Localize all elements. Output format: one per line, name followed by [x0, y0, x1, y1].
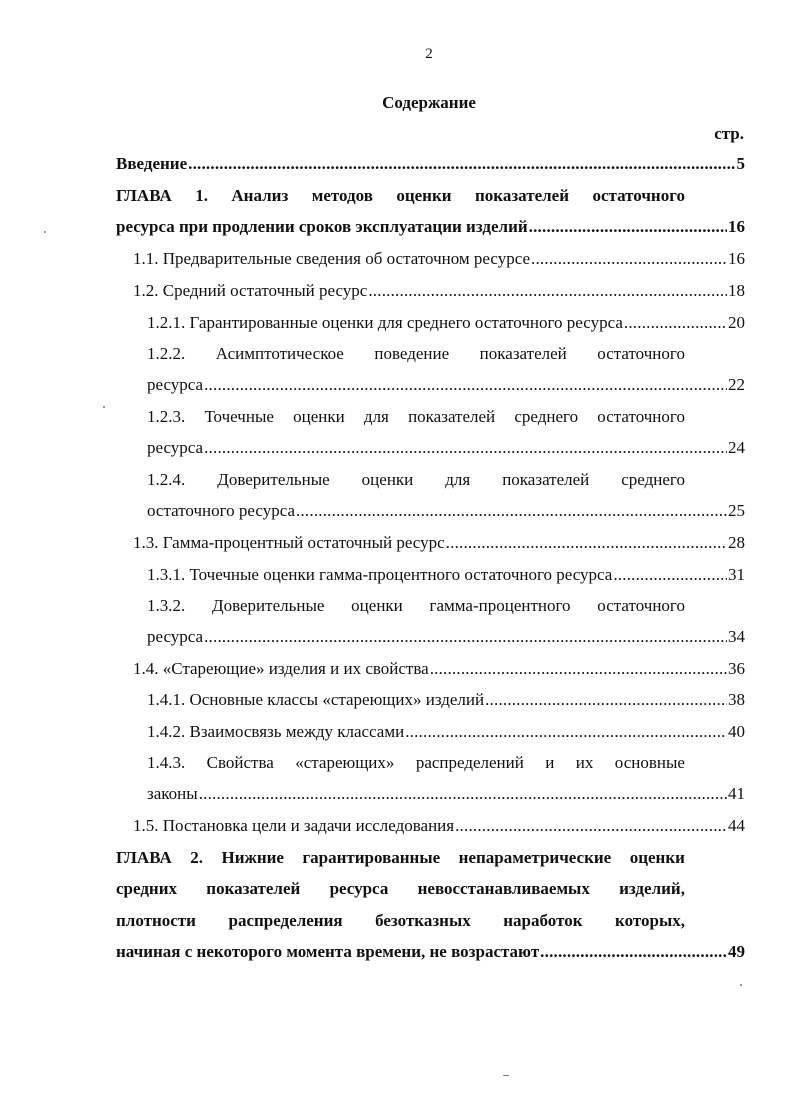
- toc-entry-page: 28: [728, 533, 745, 552]
- toc-entry-1-3-1[interactable]: [147, 564, 745, 586]
- toc-entry-page: 44: [728, 816, 745, 835]
- word: остаточного: [597, 596, 685, 615]
- toc-entry-page: 20: [728, 313, 745, 332]
- dot-leader: [430, 658, 727, 680]
- toc-entry-1-4-1[interactable]: [147, 689, 745, 711]
- word: распределений: [415, 753, 524, 772]
- scan-speck: [44, 231, 46, 233]
- dot-leader: [613, 564, 727, 586]
- word: показателей: [475, 186, 570, 205]
- dot-leader: [455, 815, 727, 837]
- word: оценки: [396, 186, 452, 205]
- page-number: 2: [425, 46, 433, 62]
- page-column-label: стр.: [714, 124, 744, 143]
- toc-entry-page: 38: [728, 690, 745, 709]
- word: методов: [311, 186, 373, 205]
- word: остаточного: [597, 407, 685, 426]
- toc-entry-label: 1.2. Средний остаточный ресурс: [133, 281, 368, 300]
- toc-entry-label: ресурса: [147, 375, 204, 394]
- toc-entry-label: 1.4. «Стареющие» изделия и их свойства: [133, 659, 429, 678]
- dot-leader: [446, 532, 727, 554]
- word: 1.2.4.: [147, 470, 186, 489]
- word: средних: [116, 879, 178, 898]
- word: среднего: [514, 407, 579, 426]
- dot-leader: [529, 216, 727, 238]
- word: гарантированные: [302, 848, 441, 867]
- toc-entry-label: 1.3.1. Точечные оценки гамма-процентного остаточного ресурса: [147, 565, 613, 584]
- toc-chapter-2-line1[interactable]: [116, 847, 685, 869]
- word: распределения: [228, 911, 343, 930]
- toc-entry-1-2-3-line2[interactable]: [147, 437, 745, 459]
- toc-entry-label: ресурса: [147, 627, 204, 646]
- dot-leader: [485, 689, 727, 711]
- toc-chapter-2-line4[interactable]: [116, 941, 745, 963]
- toc-entry-label: 1.4.1. Основные классы «стареющих» изделий: [147, 690, 485, 709]
- word: показателей: [479, 344, 567, 363]
- page-title: Содержание: [382, 93, 476, 112]
- toc-entry-1-2[interactable]: [133, 280, 745, 302]
- word: 1.: [195, 186, 208, 205]
- word: Доверительные: [217, 470, 330, 489]
- toc-entry-label: 1.4.2. Взаимосвязь между классами: [147, 722, 405, 741]
- toc-entry-page: 49: [728, 942, 745, 961]
- toc-entry-page: 5: [736, 154, 745, 173]
- toc-entry-label: Введение: [116, 154, 188, 173]
- dot-leader: [296, 500, 727, 522]
- toc-entry-page: 16: [728, 217, 745, 236]
- word: остаточного: [592, 186, 685, 205]
- word: ГЛАВА: [116, 186, 172, 205]
- toc-entry-1-4-2[interactable]: [147, 721, 745, 743]
- word: Точечные: [204, 407, 274, 426]
- word: остаточного: [597, 344, 685, 363]
- word: наработок: [503, 911, 583, 930]
- dot-leader: [204, 437, 727, 459]
- dot-leader: [368, 280, 727, 302]
- toc-entry-1-2-4-line1[interactable]: [147, 469, 685, 491]
- toc-entry-1-2-3-line1[interactable]: [147, 406, 685, 428]
- toc-entry-page: 22: [728, 375, 745, 394]
- toc-chapter-1-line1[interactable]: [116, 185, 685, 207]
- word: невосстанавливаемых: [417, 879, 590, 898]
- word: для: [445, 470, 471, 489]
- toc-entry-1-4-3-line1[interactable]: [147, 752, 685, 774]
- dot-leader: [204, 374, 727, 396]
- toc-chapter-1-line2[interactable]: [116, 216, 745, 238]
- word: Анализ: [231, 186, 289, 205]
- toc-chapter-2-line3[interactable]: [116, 910, 685, 932]
- toc-entry-page: 18: [728, 281, 745, 300]
- toc-entry-1-2-1[interactable]: [147, 312, 745, 334]
- word: 1.3.2.: [147, 596, 186, 615]
- word: 1.2.3.: [147, 407, 186, 426]
- word: безотказных: [375, 911, 471, 930]
- dot-leader: [199, 783, 727, 805]
- toc-entry-page: 24: [728, 438, 745, 457]
- word: показателей: [206, 879, 301, 898]
- word: для: [363, 407, 389, 426]
- toc-entry-label: 1.3. Гамма-процентный остаточный ресурс: [133, 533, 445, 552]
- word: оценки: [629, 848, 685, 867]
- toc-entry-page: 31: [728, 565, 745, 584]
- toc-entry-page: 16: [728, 249, 745, 268]
- scan-speck: [740, 984, 742, 986]
- word: оценки: [351, 596, 403, 615]
- word: 1.2.2.: [147, 344, 186, 363]
- dot-leader: [405, 721, 727, 743]
- toc-entry-1-2-4-line2[interactable]: [147, 500, 745, 522]
- toc-entry-1-3[interactable]: [133, 532, 745, 554]
- word: изделий,: [619, 879, 685, 898]
- scan-speck: [103, 406, 105, 408]
- word: «стареющих»: [295, 753, 395, 772]
- toc-chapter-2-line2[interactable]: [116, 878, 685, 900]
- word: их: [575, 753, 594, 772]
- word: гамма-процентного: [429, 596, 571, 615]
- toc-entry-1-5[interactable]: [133, 815, 745, 837]
- toc-entry-label: остаточного ресурса: [147, 501, 296, 520]
- toc-entry-1-3-2-line2[interactable]: [147, 626, 745, 648]
- toc-entry-label: 1.2.1. Гарантированные оценки для среднего остаточного ресурса: [147, 313, 623, 332]
- word: оценки: [293, 407, 345, 426]
- toc-entry-page: 40: [728, 722, 745, 741]
- toc-entry-label: начиная с некоторого момента времени, не возрастают: [116, 942, 540, 961]
- word: плотности: [116, 911, 196, 930]
- toc-entry-1-4-3-line2[interactable]: [147, 783, 745, 805]
- word: Свойства: [206, 753, 274, 772]
- dot-leader: [624, 312, 727, 334]
- word: ресурса: [329, 879, 389, 898]
- word: среднего: [621, 470, 685, 489]
- word: непараметрические: [458, 848, 612, 867]
- word: ГЛАВА: [116, 848, 172, 867]
- word: Асимптотическое: [215, 344, 344, 363]
- word: 1.4.3.: [147, 753, 186, 772]
- word: 2.: [190, 848, 203, 867]
- toc-entry-page: 41: [728, 784, 745, 803]
- dot-leader: [204, 626, 727, 648]
- toc-entry-label: законы: [147, 784, 198, 803]
- toc-entry-page: 36: [728, 659, 745, 678]
- word: показателей: [502, 470, 590, 489]
- toc-entry-1-1[interactable]: [133, 248, 745, 270]
- toc-entry-label: 1.5. Постановка цели и задачи исследования: [133, 816, 455, 835]
- word: оценки: [361, 470, 414, 489]
- word: показателей: [408, 407, 496, 426]
- toc-entry-label: ресурса при продлении сроков эксплуатации изделий: [116, 217, 528, 236]
- toc-entry-1-2-2-line1[interactable]: [147, 343, 685, 365]
- word: которых,: [615, 911, 685, 930]
- word: основные: [614, 753, 685, 772]
- toc-entry-page: 34: [728, 627, 745, 646]
- toc-entry-label: ресурса: [147, 438, 204, 457]
- toc-entry-1-4[interactable]: [133, 658, 745, 680]
- dot-leader: [540, 941, 727, 963]
- scan-speck: [503, 1075, 509, 1076]
- dot-leader: [531, 248, 727, 270]
- toc-entry-label: 1.1. Предварительные сведения об остаточном ресурсе: [133, 249, 531, 268]
- word: Доверительные: [211, 596, 325, 615]
- toc-entry-page: 25: [728, 501, 745, 520]
- toc-entry-1-2-2-line2[interactable]: [147, 374, 745, 396]
- toc-entry-introduction[interactable]: [116, 153, 745, 175]
- dot-leader: [188, 153, 735, 175]
- word: Нижние: [221, 848, 284, 867]
- word: и: [545, 753, 555, 772]
- word: поведение: [374, 344, 450, 363]
- toc-entry-1-3-2-line1[interactable]: [147, 595, 685, 617]
